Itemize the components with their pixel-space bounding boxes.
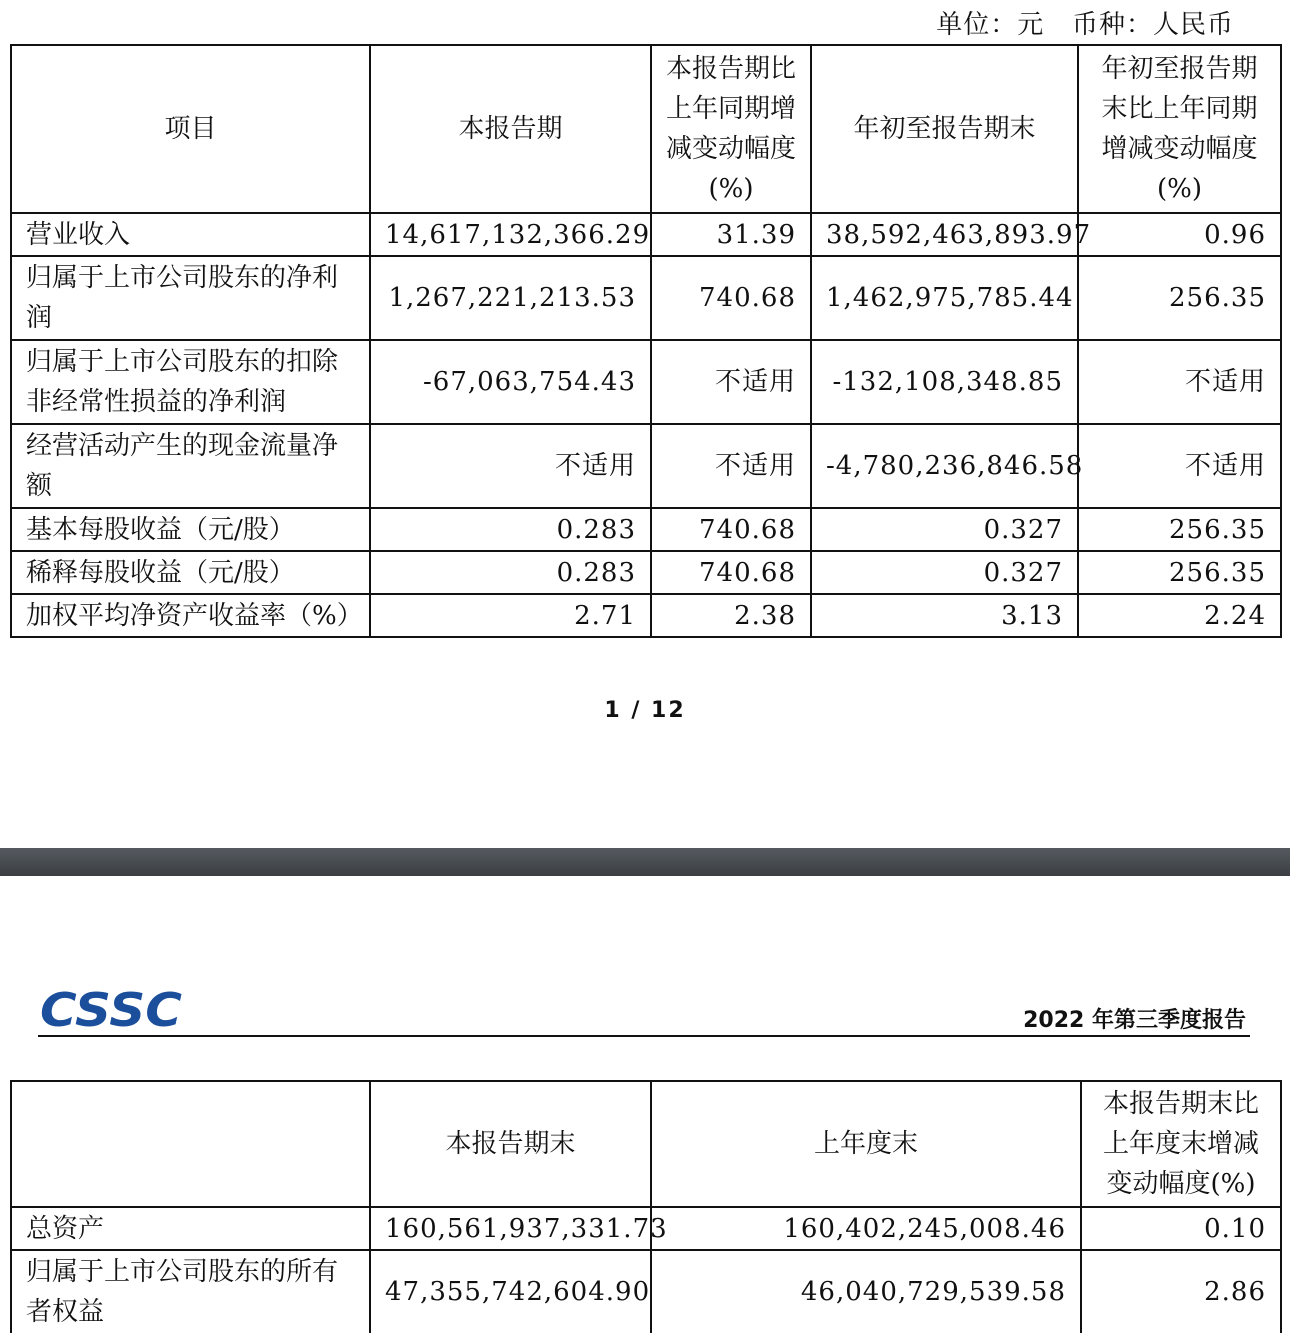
row-label: 总资产 <box>11 1207 370 1250</box>
table-row <box>11 1250 1281 1333</box>
cell-value: 0.283 <box>370 551 651 594</box>
cssc-logo <box>38 984 186 1032</box>
table-row <box>11 1207 1281 1250</box>
page-number: 1 / 12 <box>604 698 686 723</box>
cell-value: 160,561,937,331.73 <box>370 1207 651 1250</box>
cell-value: 47,355,742,604.90 <box>370 1250 651 1333</box>
cell-value: 740.68 <box>651 551 811 594</box>
cell-value: 0.327 <box>811 551 1078 594</box>
cell-value: 0.327 <box>811 508 1078 551</box>
table-row <box>11 213 1281 256</box>
cell-value: 2.86 <box>1081 1250 1281 1333</box>
table-row <box>11 594 1281 637</box>
cell-value: 不适用 <box>1078 424 1281 508</box>
cell-value: 740.68 <box>651 256 811 340</box>
cell-value: 1,267,221,213.53 <box>370 256 651 340</box>
cell-value: 2.24 <box>1078 594 1281 637</box>
cell-value: 160,402,245,008.46 <box>651 1207 1081 1250</box>
row-label: 稀释每股收益（元/股） <box>11 551 370 594</box>
cell-value: 46,040,729,539.58 <box>651 1250 1081 1333</box>
financial-table-current <box>10 44 1282 638</box>
table-header-row <box>11 1081 1281 1207</box>
header-item <box>11 1081 370 1207</box>
header-ytd-change: 年初至报告期末比上年同期增减变动幅度(%) <box>1078 45 1281 213</box>
cell-value: 31.39 <box>651 213 811 256</box>
cell-value: 38,592,463,893.97 <box>811 213 1078 256</box>
header-rule <box>38 1035 1250 1037</box>
cell-value: 740.68 <box>651 508 811 551</box>
cell-value: -67,063,754.43 <box>370 340 651 424</box>
header-item: 项目 <box>11 45 370 213</box>
cell-value: 不适用 <box>651 340 811 424</box>
balance-table <box>10 1080 1282 1333</box>
cell-value: 256.35 <box>1078 508 1281 551</box>
cell-value: 不适用 <box>370 424 651 508</box>
cell-value: 3.13 <box>811 594 1078 637</box>
cell-value: 256.35 <box>1078 551 1281 594</box>
cell-value: 0.10 <box>1081 1207 1281 1250</box>
row-label: 加权平均净资产收益率（%） <box>11 594 370 637</box>
table-row <box>11 551 1281 594</box>
logo-text: CSSC <box>40 984 183 1032</box>
table-row <box>11 508 1281 551</box>
row-label: 归属于上市公司股东的净利润 <box>11 256 370 340</box>
row-label: 营业收入 <box>11 213 370 256</box>
cell-value: 2.38 <box>651 594 811 637</box>
unit-currency-note: 单位：元 币种：人民币 <box>936 10 1234 40</box>
cell-value: 0.96 <box>1078 213 1281 256</box>
header-change: 本报告期末比上年度末增减变动幅度(%) <box>1081 1081 1281 1207</box>
cell-value: 1,462,975,785.44 <box>811 256 1078 340</box>
cell-value: 不适用 <box>1078 340 1281 424</box>
header-period-end: 本报告期末 <box>370 1081 651 1207</box>
table-row <box>11 424 1281 508</box>
page-separator <box>0 848 1290 876</box>
row-label: 基本每股收益（元/股） <box>11 508 370 551</box>
header-current-period-change: 本报告期比上年同期增减变动幅度(%) <box>651 45 811 213</box>
cell-value: -132,108,348.85 <box>811 340 1078 424</box>
cell-value: 2.71 <box>370 594 651 637</box>
cell-value: 不适用 <box>651 424 811 508</box>
table-row <box>11 256 1281 340</box>
row-label: 归属于上市公司股东的扣除非经常性损益的净利润 <box>11 340 370 424</box>
row-label: 归属于上市公司股东的所有者权益 <box>11 1250 370 1333</box>
table-row <box>11 340 1281 424</box>
table-header-row <box>11 45 1281 213</box>
cell-value: 14,617,132,366.29 <box>370 213 651 256</box>
row-label: 经营活动产生的现金流量净额 <box>11 424 370 508</box>
header-prior-year-end: 上年度末 <box>651 1081 1081 1207</box>
cell-value: 256.35 <box>1078 256 1281 340</box>
header-current-period: 本报告期 <box>370 45 651 213</box>
cell-value: 0.283 <box>370 508 651 551</box>
header-ytd: 年初至报告期末 <box>811 45 1078 213</box>
report-title: 2022 年第三季度报告 <box>1023 1008 1246 1033</box>
cell-value: -4,780,236,846.58 <box>811 424 1078 508</box>
